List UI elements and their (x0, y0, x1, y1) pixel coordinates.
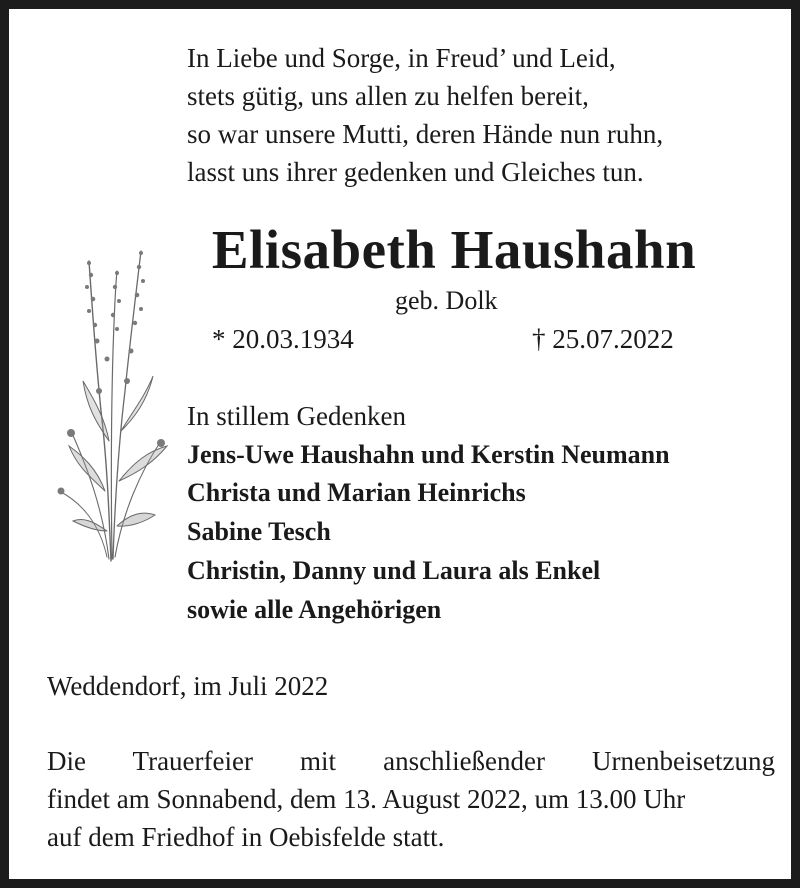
poem-line: stets gütig, uns allen zu helfen bereit, (187, 81, 589, 111)
mourners-block (187, 397, 670, 629)
ceremony-line: findet am Sonnabend, dem 13. August 2022, um 13.00 Uhr (47, 784, 686, 814)
poem-line: lasst uns ihrer gedenken und Gleiches tun. (187, 157, 644, 187)
ceremony-line: Die Trauerfeier mit anschließender Urnenbeisetzung (47, 746, 775, 776)
deceased-name: Elisabeth Haushahn (211, 219, 697, 280)
mourner-name: Christa und Marian Heinrichs (187, 478, 526, 508)
maiden-name: geb. Dolk (395, 286, 498, 315)
death-date: † 25.07.2022 (532, 324, 674, 354)
poem (187, 39, 663, 191)
ceremony-notice (47, 742, 775, 856)
poem-line: In Liebe und Sorge, in Freud’ und Leid, (187, 43, 616, 73)
ceremony-line: auf dem Friedhof in Oebisfelde statt. (47, 822, 445, 852)
mourners-intro: In stillem Gedenken (187, 401, 406, 431)
birth-date: * 20.03.1934 (212, 324, 354, 354)
mourner-name: Sabine Tesch (187, 517, 331, 547)
mourner-name: Christin, Danny und Laura als Enkel (187, 555, 601, 585)
flower-bouquet-icon (49, 241, 179, 571)
place-date: Weddendorf, im Juli 2022 (47, 671, 329, 701)
poem-line: so war unsere Mutti, deren Hände nun ruhn, (187, 119, 664, 149)
mourner-name: Jens-Uwe Haushahn und Kerstin Neumann (187, 439, 670, 469)
mourner-name: sowie alle Angehörigen (187, 594, 442, 624)
